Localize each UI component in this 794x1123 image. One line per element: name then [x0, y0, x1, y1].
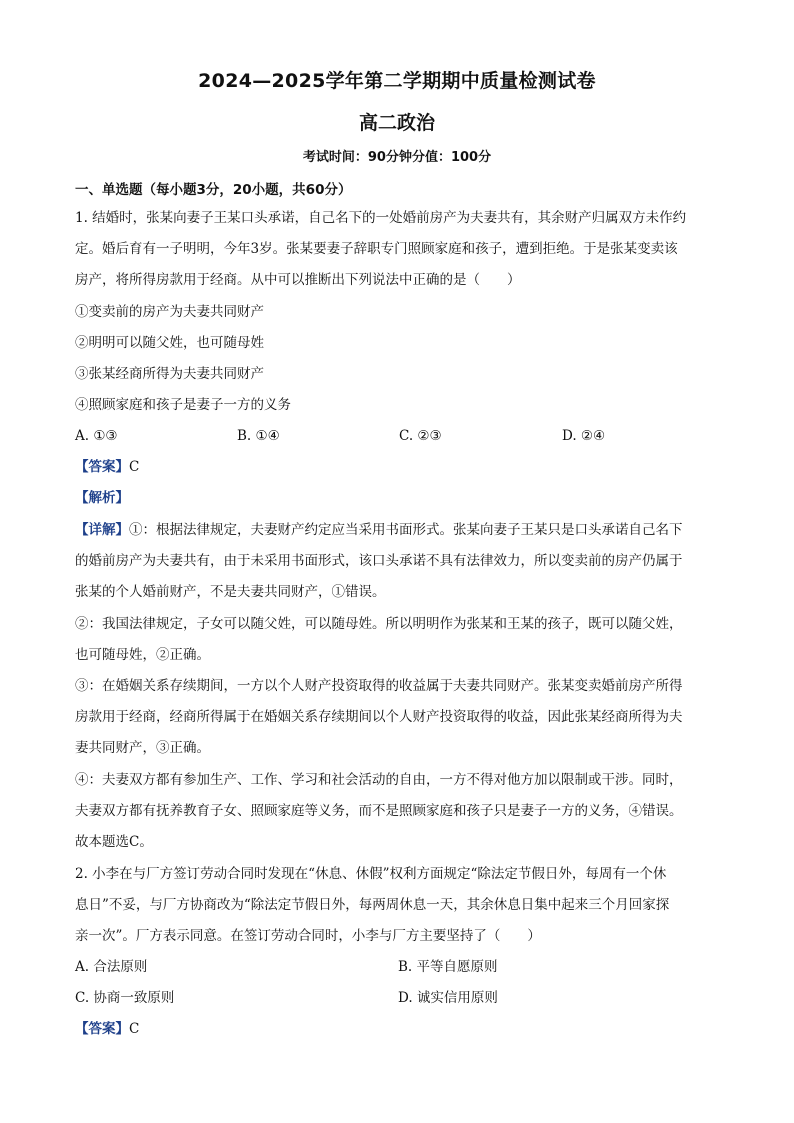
analysis-tag: 【解析】 [75, 490, 129, 506]
detail-tag: 【详解】 [75, 522, 129, 538]
q2-stem-line: 亲一次”。厂方表示同意。在签订劳动合同时，小李与厂方主要坚持了（ ） [75, 928, 541, 944]
q1-analysis-line [75, 488, 129, 508]
section-heading: 一、单选题（每小题3分，20小题，共60分） [75, 182, 352, 198]
q2-option-a: A. 合法原则 [75, 959, 148, 975]
q1-detail-line: ④：夫妻双方都有参加生产、工作、学习和社会活动的自由，一方不得对他方加以限制或干涉。同时， [75, 772, 683, 788]
answer-value: C [129, 1021, 140, 1037]
q1-statement: ④照顾家庭和孩子是妻子一方的义务 [75, 397, 291, 413]
q1-detail-line: 也可随母姓，②正确。 [75, 647, 210, 663]
q1-detail-line: 张某的个人婚前财产，不是夫妻共同财产，①错误。 [75, 584, 386, 600]
q1-statement: ③张某经商所得为夫妻共同财产 [75, 366, 264, 382]
q1-option-c: C. ②③ [399, 428, 442, 444]
q1-option-b: B. ①④ [237, 428, 280, 444]
detail-text: ①：根据法律规定，夫妻财产约定应当采用书面形式。张某向妻子王某只是口头承诺自己名下 [129, 522, 683, 538]
q1-detail-line [75, 520, 683, 540]
q2-stem-line: 息日”不妥，与厂方协商改为“除法定节假日外，每两周休息一天，其余休息日集中起来三个月回家探 [75, 897, 670, 913]
q1-detail-line: 房款用于经商，经商所得属于在婚姻关系存续期间以个人财产投资取得的收益，因此张某经商所得为夫 [75, 709, 683, 725]
q2-stem-line: 2. 小李在与厂方签订劳动合同时发现在“休息、休假”权利方面规定“除法定节假日外，每周有一个休 [75, 866, 667, 882]
q1-statement: ②明明可以随父姓，也可随母姓 [75, 335, 264, 351]
q2-option-c: C. 协商一致原则 [75, 990, 175, 1006]
subject-title: 高二政治 [358, 112, 435, 134]
q1-detail-line: 夫妻双方都有抚养教育子女、照顾家庭等义务，而不是照顾家庭和孩子只是妻子一方的义务，④错误。 [75, 803, 683, 819]
q1-detail-line: 妻共同财产，③正确。 [75, 740, 210, 756]
q1-detail-line: ②：我国法律规定，子女可以随父姓，可以随母姓。所以明明作为张某和王某的孩子，既可以随父姓， [75, 616, 683, 632]
q1-detail-line: ③：在婚姻关系存续期间，一方以个人财产投资取得的收益属于夫妻共同财产。张某变卖婚前房产所得 [75, 678, 683, 694]
answer-tag: 【答案】 [75, 459, 129, 475]
q1-stem-line: 定。婚后育有一子明明，今年3岁。张某要妻子辞职专门照顾家庭和孩子，遭到拒绝。于是张某变卖该 [75, 241, 678, 257]
q2-answer-line [75, 1019, 139, 1039]
q2-option-d: D. 诚实信用原则 [398, 990, 498, 1006]
q1-statement: ①变卖前的房产为夫妻共同财产 [75, 304, 264, 320]
exam-info: 考试时间：90分钟分值：100分 [302, 150, 492, 165]
q1-option-d: D. ②④ [562, 428, 606, 444]
q1-detail-line: 的婚前房产为夫妻共有，由于未采用书面形式，该口头承诺不具有法律效力，所以变卖前的房产仍属于 [75, 553, 683, 569]
exam-title: 2024—2025学年第二学期期中质量检测试卷 [198, 70, 596, 92]
q1-stem-line: 1. 结婚时，张某向妻子王某口头承诺，自己名下的一处婚前房产为夫妻共有，其余财产归属双方未作约 [75, 210, 687, 226]
answer-tag: 【答案】 [75, 1021, 129, 1037]
q2-option-b: B. 平等自愿原则 [398, 959, 498, 975]
q1-detail-line: 故本题选C。 [75, 834, 153, 850]
q1-option-a: A. ①③ [75, 428, 118, 444]
q1-answer-line [75, 457, 139, 477]
answer-value: C [129, 459, 140, 475]
q1-stem-line: 房产，将所得房款用于经商。从中可以推断出下列说法中正确的是（ ） [75, 272, 521, 288]
